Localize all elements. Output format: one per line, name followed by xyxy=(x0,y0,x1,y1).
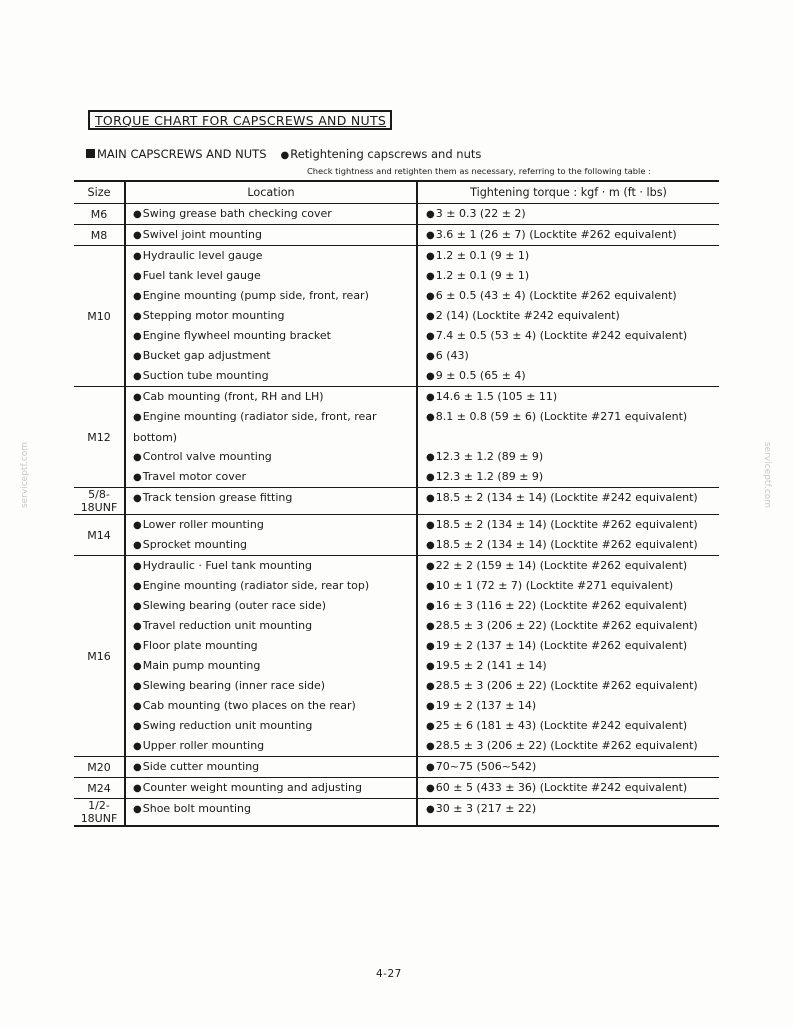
torque-item xyxy=(418,407,719,447)
bullet-icon: ● xyxy=(426,291,435,302)
torque-item-text: 2 (14) (Locktite #242 equivalent) xyxy=(435,309,620,322)
bullet-icon: ● xyxy=(426,331,435,342)
torque-item xyxy=(418,246,719,266)
torque-item xyxy=(418,636,719,656)
torque-item-text: 1.2 ± 0.1 (9 ± 1) xyxy=(435,269,530,282)
bullet-icon: ● xyxy=(133,701,142,712)
torque-item-text: 18.5 ± 2 (134 ± 14) (Locktite #262 equivalent) xyxy=(435,518,698,531)
location-cell xyxy=(125,225,417,246)
torque-item-text: 8.1 ± 0.8 (59 ± 6) (Locktite #271 equivalent) xyxy=(435,410,688,423)
location-item-text: Travel motor cover xyxy=(142,470,247,483)
square-bullet-icon xyxy=(86,149,95,158)
location-item-text: Swing grease bath checking cover xyxy=(142,207,332,220)
location-item-text: Cab mounting (two places on the rear) xyxy=(142,699,356,712)
bullet-icon: ● xyxy=(133,561,142,572)
location-cell xyxy=(125,246,417,387)
location-item-text: Swing reduction unit mounting xyxy=(142,719,313,732)
torque-item-text: 12.3 ± 1.2 (89 ± 9) xyxy=(435,450,544,463)
bullet-icon: ● xyxy=(133,291,142,302)
torque-item xyxy=(418,467,719,487)
location-item xyxy=(126,616,416,636)
table-header-row xyxy=(74,181,719,204)
bullet-icon: ● xyxy=(133,472,142,483)
table-row xyxy=(74,225,719,246)
page-title: TORQUE CHART FOR CAPSCREWS AND NUTS xyxy=(88,110,392,130)
location-item-text: Travel reduction unit mounting xyxy=(142,619,313,632)
bullet-icon: ● xyxy=(426,412,435,423)
bullet-icon: ● xyxy=(133,251,142,262)
bullet-icon: ● xyxy=(133,271,142,282)
bullet-icon: ● xyxy=(426,561,435,572)
location-cell xyxy=(125,556,417,757)
torque-item-text: 1.2 ± 0.1 (9 ± 1) xyxy=(435,249,530,262)
bullet-icon: ● xyxy=(426,351,435,362)
torque-item xyxy=(418,225,719,245)
location-item xyxy=(126,204,416,224)
torque-item-text: 60 ± 5 (433 ± 36) (Locktite #242 equivalent) xyxy=(435,781,688,794)
torque-item xyxy=(418,286,719,306)
torque-item-text: 19.5 ± 2 (141 ± 14) xyxy=(435,659,547,672)
torque-item-text: 14.6 ± 1.5 (105 ± 11) xyxy=(435,390,558,403)
location-item-text: Sprocket mounting xyxy=(142,538,248,551)
bullet-icon: ● xyxy=(426,520,435,531)
location-item xyxy=(126,225,416,245)
torque-cell xyxy=(417,778,719,799)
bullet-icon: ● xyxy=(426,804,435,815)
location-item xyxy=(126,286,416,306)
torque-item xyxy=(418,596,719,616)
table-body xyxy=(74,204,719,827)
bullet-icon: ● xyxy=(133,392,142,403)
size-cell: M6 xyxy=(74,204,125,225)
bullet-icon: ● xyxy=(133,311,142,322)
bullet-icon: ● xyxy=(133,783,142,794)
torque-item xyxy=(418,535,719,555)
torque-cell xyxy=(417,246,719,387)
page-number: 4-27 xyxy=(376,968,402,980)
torque-item xyxy=(418,204,719,224)
location-item xyxy=(126,576,416,596)
torque-item xyxy=(418,447,719,467)
location-item xyxy=(126,676,416,696)
instruction-note: Check tightness and retighten them as necessary, referring to the following table : xyxy=(307,166,651,176)
bullet-icon: ● xyxy=(133,452,142,463)
column-header-location: Location xyxy=(125,181,417,204)
bullet-icon: ● xyxy=(426,271,435,282)
torque-item xyxy=(418,306,719,326)
location-cell xyxy=(125,488,417,515)
location-item xyxy=(126,366,416,386)
size-cell: 1/2- 18UNF xyxy=(74,799,125,827)
torque-item xyxy=(418,799,719,819)
size-cell: M20 xyxy=(74,757,125,778)
bullet-icon: ● xyxy=(133,681,142,692)
torque-item xyxy=(418,266,719,286)
torque-table xyxy=(74,180,719,827)
location-item xyxy=(126,447,416,467)
bullet-icon: ● xyxy=(426,540,435,551)
torque-item xyxy=(418,656,719,676)
bullet-icon: ● xyxy=(133,209,142,220)
location-item-text: Engine mounting (radiator side, rear top) xyxy=(142,579,370,592)
location-item-text: Engine flywheel mounting bracket xyxy=(142,329,331,342)
location-item xyxy=(126,407,416,447)
location-item-text: Floor plate mounting xyxy=(142,639,258,652)
location-item xyxy=(126,306,416,326)
bullet-icon: ● xyxy=(426,601,435,612)
bullet-icon: ● xyxy=(133,493,142,504)
location-item xyxy=(126,696,416,716)
torque-cell xyxy=(417,387,719,488)
torque-item-text: 7.4 ± 0.5 (53 ± 4) (Locktite #242 equivalent) xyxy=(435,329,688,342)
location-item xyxy=(126,736,416,756)
location-item xyxy=(126,799,416,819)
bullet-icon: ● xyxy=(426,641,435,652)
location-cell xyxy=(125,204,417,225)
torque-item-text: 28.5 ± 3 (206 ± 22) (Locktite #262 equivalent) xyxy=(435,679,698,692)
torque-item xyxy=(418,346,719,366)
bullet-icon: ● xyxy=(426,209,435,220)
section-subheading xyxy=(86,147,481,161)
location-item xyxy=(126,778,416,798)
bullet-icon: ● xyxy=(133,331,142,342)
bullet-icon: ● xyxy=(426,392,435,403)
column-header-torque: Tightening torque : kgf · m (ft · lbs) xyxy=(417,181,719,204)
torque-cell xyxy=(417,515,719,556)
location-cell xyxy=(125,799,417,827)
location-item xyxy=(126,387,416,407)
column-header-size: Size xyxy=(74,181,125,204)
table-row xyxy=(74,757,719,778)
bullet-icon: ● xyxy=(426,251,435,262)
location-item-text: Control valve mounting xyxy=(142,450,272,463)
bullet-icon: ● xyxy=(426,701,435,712)
table-row xyxy=(74,799,719,827)
size-cell: M24 xyxy=(74,778,125,799)
bullet-icon: ● xyxy=(426,661,435,672)
location-item-text: Slewing bearing (inner race side) xyxy=(142,679,326,692)
location-item-text: Bucket gap adjustment xyxy=(142,349,271,362)
location-item xyxy=(126,488,416,508)
subheading-retighten: Retightening capscrews and nuts xyxy=(290,147,482,161)
torque-item xyxy=(418,576,719,596)
location-item-text: Suction tube mounting xyxy=(142,369,269,382)
bullet-icon: ● xyxy=(133,804,142,815)
location-item-text: Slewing bearing (outer race side) xyxy=(142,599,327,612)
location-item-text: Main pump mounting xyxy=(142,659,261,672)
location-item-text: Stepping motor mounting xyxy=(142,309,285,322)
torque-item xyxy=(418,616,719,636)
bullet-icon: ● xyxy=(133,371,142,382)
bullet-icon: ● xyxy=(133,412,142,423)
location-cell xyxy=(125,778,417,799)
bullet-icon: ● xyxy=(426,783,435,794)
bullet-icon: ● xyxy=(426,621,435,632)
torque-cell xyxy=(417,757,719,778)
bullet-icon: ● xyxy=(426,452,435,463)
torque-item xyxy=(418,736,719,756)
location-item xyxy=(126,596,416,616)
bullet-icon: ● xyxy=(426,741,435,752)
location-item-text: Lower roller mounting xyxy=(142,518,264,531)
size-cell: M8 xyxy=(74,225,125,246)
torque-cell xyxy=(417,488,719,515)
table-row xyxy=(74,556,719,757)
size-cell: 5/8- 18UNF xyxy=(74,488,125,515)
table-row xyxy=(74,488,719,515)
table-row xyxy=(74,246,719,387)
torque-item-text: 70~75 (506~542) xyxy=(435,760,537,773)
table-row xyxy=(74,387,719,488)
bullet-icon: ● xyxy=(133,230,142,241)
bullet-icon: ● xyxy=(426,472,435,483)
location-item-text: Engine mounting (pump side, front, rear) xyxy=(142,289,369,302)
location-item xyxy=(126,515,416,535)
bullet-icon: ● xyxy=(426,581,435,592)
location-item xyxy=(126,716,416,736)
location-item xyxy=(126,266,416,286)
location-item-text: Track tension grease fitting xyxy=(142,491,293,504)
location-item-text: Upper roller mounting xyxy=(142,739,265,752)
torque-item-text: 6 ± 0.5 (43 ± 4) (Locktite #262 equivalent) xyxy=(435,289,677,302)
torque-item xyxy=(418,515,719,535)
location-item-text: Cab mounting (front, RH and LH) xyxy=(142,390,324,403)
table-row xyxy=(74,778,719,799)
location-item xyxy=(126,346,416,366)
bullet-icon: ● xyxy=(280,150,290,161)
location-item xyxy=(126,326,416,346)
torque-item-text: 25 ± 6 (181 ± 43) (Locktite #242 equivalent) xyxy=(435,719,688,732)
subheading-main: MAIN CAPSCREWS AND NUTS xyxy=(97,147,267,161)
location-item-text: Hydraulic · Fuel tank mounting xyxy=(142,559,313,572)
torque-item-text: 22 ± 2 (159 ± 14) (Locktite #262 equivalent) xyxy=(435,559,688,572)
bullet-icon: ● xyxy=(133,762,142,773)
torque-cell xyxy=(417,225,719,246)
torque-item xyxy=(418,326,719,346)
bullet-icon: ● xyxy=(133,351,142,362)
location-item xyxy=(126,246,416,266)
location-item-text: Side cutter mounting xyxy=(142,760,260,773)
bullet-icon: ● xyxy=(426,721,435,732)
bullet-icon: ● xyxy=(133,661,142,672)
torque-item-text: 3 ± 0.3 (22 ± 2) xyxy=(435,207,526,220)
location-item xyxy=(126,757,416,777)
torque-item-text: 6 (43) xyxy=(435,349,469,362)
bullet-icon: ● xyxy=(133,540,142,551)
location-item xyxy=(126,535,416,555)
location-cell xyxy=(125,757,417,778)
torque-item-text: 18.5 ± 2 (134 ± 14) (Locktite #262 equivalent) xyxy=(435,538,698,551)
bullet-icon: ● xyxy=(426,371,435,382)
location-cell xyxy=(125,515,417,556)
torque-item xyxy=(418,366,719,386)
bullet-icon: ● xyxy=(133,721,142,732)
bullet-icon: ● xyxy=(426,762,435,773)
location-item-text: Shoe bolt mounting xyxy=(142,802,251,815)
bullet-icon: ● xyxy=(426,493,435,504)
location-cell xyxy=(125,387,417,488)
bullet-icon: ● xyxy=(133,741,142,752)
torque-cell xyxy=(417,799,719,827)
torque-item-text: 19 ± 2 (137 ± 14) (Locktite #262 equivalent) xyxy=(435,639,688,652)
size-cell: M14 xyxy=(74,515,125,556)
torque-item-text: 19 ± 2 (137 ± 14) xyxy=(435,699,537,712)
torque-item-text: 18.5 ± 2 (134 ± 14) (Locktite #242 equivalent) xyxy=(435,491,698,504)
torque-item xyxy=(418,757,719,777)
location-item-text: Engine mounting (radiator side, front, rear bottom) xyxy=(133,410,377,444)
torque-item-text: 30 ± 3 (217 ± 22) xyxy=(435,802,537,815)
location-item-text: Hydraulic level gauge xyxy=(142,249,263,262)
torque-item xyxy=(418,676,719,696)
torque-item-text: 28.5 ± 3 (206 ± 22) (Locktite #262 equivalent) xyxy=(435,619,698,632)
bullet-icon: ● xyxy=(426,311,435,322)
bullet-icon: ● xyxy=(426,230,435,241)
watermark-left: serviceptf.com xyxy=(20,441,31,509)
torque-item xyxy=(418,696,719,716)
torque-item-text: 12.3 ± 1.2 (89 ± 9) xyxy=(435,470,544,483)
location-item xyxy=(126,636,416,656)
bullet-icon: ● xyxy=(133,581,142,592)
bullet-icon: ● xyxy=(133,520,142,531)
table-row xyxy=(74,515,719,556)
watermark-right: serviceptf.com xyxy=(762,441,773,509)
bullet-icon: ● xyxy=(133,601,142,612)
size-cell: M16 xyxy=(74,556,125,757)
location-item-text: Fuel tank level gauge xyxy=(142,269,261,282)
bullet-icon: ● xyxy=(426,681,435,692)
torque-item-text: 16 ± 3 (116 ± 22) (Locktite #262 equivalent) xyxy=(435,599,688,612)
torque-item-text: 9 ± 0.5 (65 ± 4) xyxy=(435,369,526,382)
torque-cell xyxy=(417,204,719,225)
torque-item xyxy=(418,778,719,798)
location-item xyxy=(126,556,416,576)
location-item xyxy=(126,656,416,676)
torque-item-text: 10 ± 1 (72 ± 7) (Locktite #271 equivalent) xyxy=(435,579,674,592)
torque-item xyxy=(418,488,719,508)
torque-cell xyxy=(417,556,719,757)
bullet-icon: ● xyxy=(133,621,142,632)
torque-item xyxy=(418,387,719,407)
location-item-text: Counter weight mounting and adjusting xyxy=(142,781,362,794)
table-row xyxy=(74,204,719,225)
torque-item-text: 3.6 ± 1 (26 ± 7) (Locktite #262 equivalent) xyxy=(435,228,677,241)
size-cell: M10 xyxy=(74,246,125,387)
torque-item-text: 28.5 ± 3 (206 ± 22) (Locktite #262 equivalent) xyxy=(435,739,698,752)
location-item-text: Swivel joint mounting xyxy=(142,228,262,241)
size-cell: M12 xyxy=(74,387,125,488)
location-item xyxy=(126,467,416,487)
torque-item xyxy=(418,716,719,736)
bullet-icon: ● xyxy=(133,641,142,652)
torque-item xyxy=(418,556,719,576)
